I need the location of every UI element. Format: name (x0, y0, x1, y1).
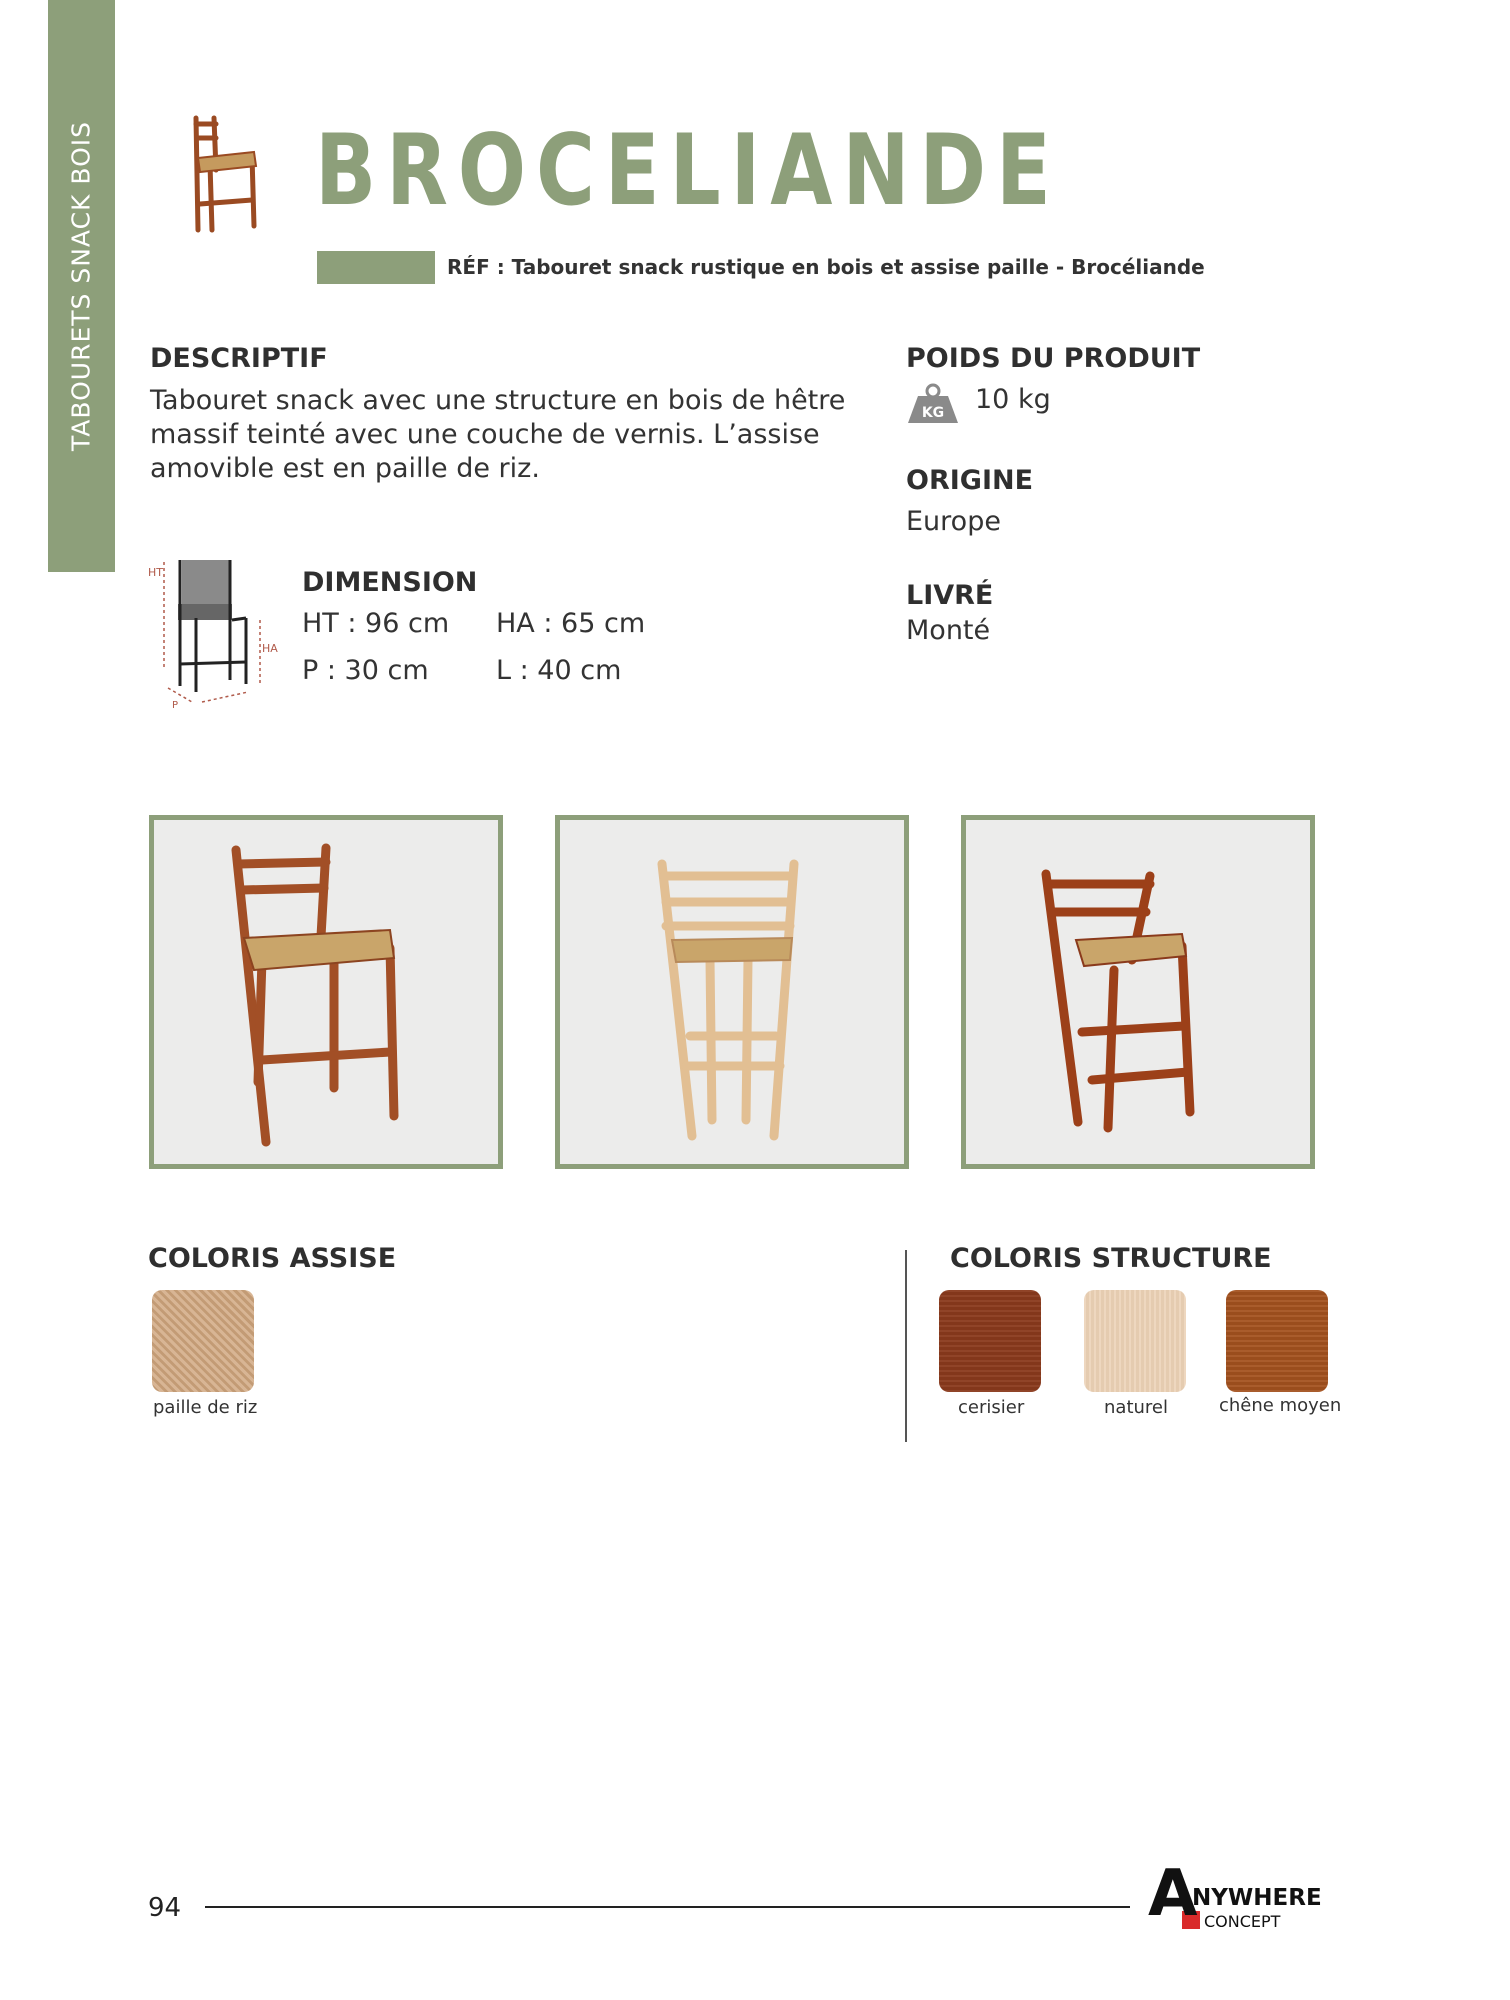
livre-heading: LIVRÉ (906, 580, 994, 611)
footer-rule (205, 1906, 1130, 1908)
product-photo-naturel (555, 815, 909, 1169)
ht-icon-label: HT (148, 566, 163, 579)
logo-main: NYWHERE (1192, 1885, 1322, 1911)
ha-icon-label: HA (262, 642, 278, 655)
page-number: 94 (148, 1893, 182, 1923)
descriptif-heading: DESCRIPTIF (150, 343, 328, 374)
product-reference: RÉF : Tabouret snack rustique en bois et assise paille - Brocéliande (447, 255, 1205, 279)
swatch-naturel (1084, 1290, 1186, 1392)
descriptif-line: amovible est en paille de riz. (150, 453, 540, 484)
logo-letter: A (1148, 1857, 1198, 1931)
origine-heading: ORIGINE (906, 465, 1034, 496)
coloris-assise-heading: COLORIS ASSISE (148, 1243, 397, 1274)
coloris-structure-heading: COLORIS STRUCTURE (950, 1243, 1272, 1274)
p-icon-label: P (172, 700, 179, 711)
dimension-heading: DIMENSION (302, 567, 478, 598)
dimension-ht: HT : 96 cm (302, 608, 450, 639)
livre-value: Monté (906, 615, 991, 646)
dimension-diagram-icon (148, 556, 280, 712)
dimension-p: P : 30 cm (302, 655, 429, 686)
product-photo-cerisier (149, 815, 503, 1169)
descriptif-line: Tabouret snack avec une structure en bois de hêtre (150, 385, 846, 416)
side-tab-label: TABOURETS SNACK BOIS (66, 120, 96, 452)
product-photo-chene-moyen (961, 815, 1315, 1169)
dimension-ha: HA : 65 cm (496, 608, 646, 639)
weight-icon (906, 383, 960, 425)
swatch-label: chêne moyen (1219, 1395, 1342, 1416)
descriptif-text (150, 384, 870, 486)
product-thumbnail (186, 112, 266, 236)
swatch-label: cerisier (958, 1397, 1025, 1418)
logo-sub: CONCEPT (1204, 1912, 1281, 1931)
dimension-l: L : 40 cm (496, 655, 622, 686)
descriptif-line: massif teinté avec une couche de vernis. L’assise (150, 419, 820, 450)
anywhere-concept-logo (1148, 1855, 1328, 1935)
swatch-label: paille de riz (153, 1397, 258, 1418)
poids-value: 10 kg (975, 384, 1051, 415)
ref-accent-bar (317, 251, 435, 284)
swatch-paille-de-riz (152, 1290, 254, 1392)
origine-value: Europe (906, 506, 1001, 537)
column-divider (905, 1250, 907, 1442)
poids-heading: POIDS DU PRODUIT (906, 343, 1201, 374)
swatch-chene-moyen (1226, 1290, 1328, 1392)
swatch-label: naturel (1104, 1397, 1168, 1418)
product-title: BROCELIANDE (315, 114, 1061, 228)
swatch-cerisier (939, 1290, 1041, 1392)
weight-icon-label: KG (921, 405, 945, 421)
